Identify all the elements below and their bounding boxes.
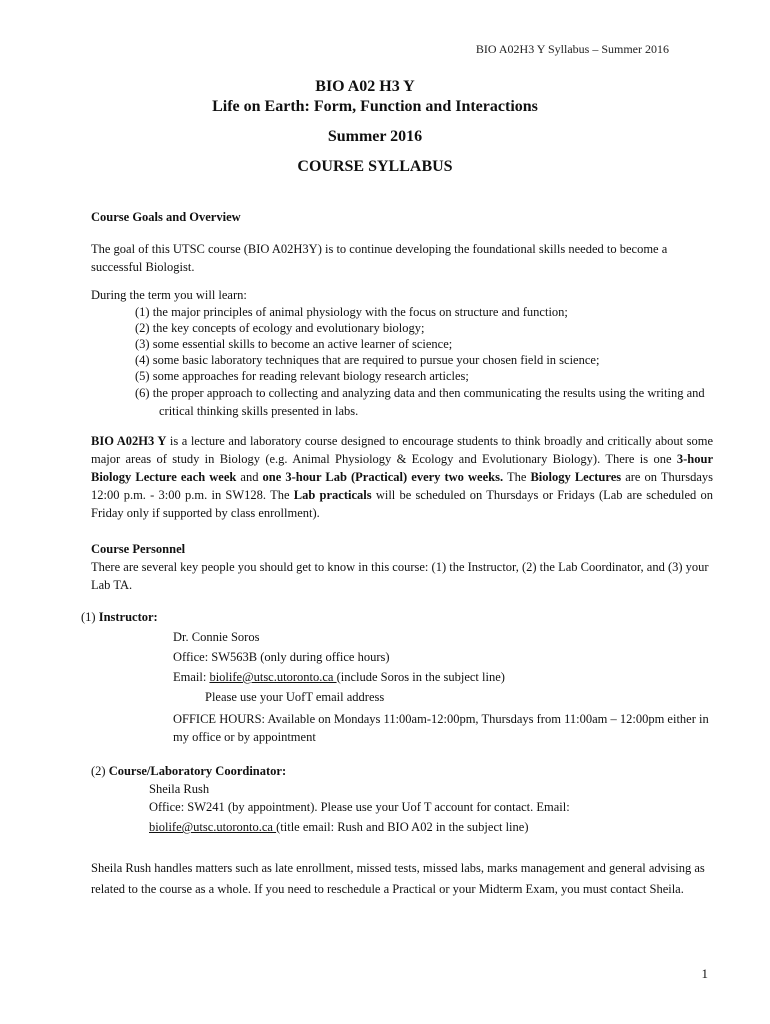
course-code-title: BIO A02 H3 Y (315, 78, 415, 95)
closing-paragraph: Sheila Rush handles matters such as late enrollment, missed tests, missed labs, marks management and general advising as related to the course as a whole. If you need to reschedule a Practical or your Midterm Exam, you must contact Sheila. (91, 861, 705, 896)
instructor-office: Office: SW563B (only during office hours) (173, 650, 390, 664)
coordinator-office: Office: SW241 (by appointment). Please use your Uof T account for contact. Email: (149, 800, 570, 814)
list-item: (1) the major principles of animal physiology with the focus on structure and function; (135, 305, 568, 319)
coordinator-email-link[interactable]: biolife@utsc.utoronto.ca (149, 820, 277, 834)
instructor-email-note: Please use your UofT email address (205, 690, 385, 704)
list-item: (6) the proper approach to collecting and analyzing data and then communicating the results using the writing and critical thinking skills presented in labs. (135, 386, 705, 418)
learn-lead: During the term you will learn: (91, 288, 247, 302)
syllabus-body (81, 208, 713, 900)
instructor-name: Dr. Connie Soros (173, 630, 260, 644)
list-item: (3) some essential skills to become an active learner of science; (135, 337, 453, 351)
list-item: (4) some basic laboratory techniques that are required to pursue your chosen field in science; (135, 353, 600, 367)
coordinator-name: Sheila Rush (149, 782, 210, 796)
learning-outcomes-list (91, 304, 713, 420)
instructor-email-line: Email: biolife@utsc.utoronto.ca (include Soros in the subject line) (173, 670, 505, 684)
personnel-heading: Course Personnel (91, 542, 186, 556)
course-code-bold: BIO A02H3 Y (91, 434, 167, 448)
goals-intro: The goal of this UTSC course (BIO A02H3Y) is to continue developing the foundational skills needed to become a successful Biologist. (91, 242, 668, 274)
term-title: Summer 2016 (327, 128, 423, 145)
coordinator-email-line: biolife@utsc.utoronto.ca (title email: Rush and BIO A02 in the subject line) (149, 820, 529, 834)
title-block (0, 78, 770, 176)
page-number: 1 (701, 966, 708, 981)
instructor-section (81, 608, 713, 746)
instructor-label: (1) Instructor: (81, 610, 158, 624)
running-header: BIO A02H3 Y Syllabus – Summer 2016 (475, 42, 669, 56)
document-title: COURSE SYLLABUS (297, 158, 453, 175)
coordinator-label: (2) Course/Laboratory Coordinator: (91, 764, 287, 778)
goals-heading: Course Goals and Overview (91, 210, 241, 224)
coordinator-section (91, 762, 713, 836)
course-description: BIO A02H3 Y is a lecture and laboratory course designed to encourage students to think broadly and critically about some major areas of study in Biology (e.g. Animal Physiology & Ecology and Evolutionary Biology). There is one 3-hour Biology Lecture each week and one 3-hour Lab (Practical) every two weeks. The Biology Lectures are on Thursdays 12:00 p.m. - 3:00 p.m. in SW128. The Lab practicals will be scheduled on Thursdays or Fridays (Lab are scheduled on Friday only if supported by class enrollment). (91, 434, 713, 520)
course-name-title: Life on Earth: Form, Function and Interactions (212, 98, 538, 115)
list-item: (2) the key concepts of ecology and evolutionary biology; (135, 321, 425, 335)
instructor-email-link[interactable]: biolife@utsc.utoronto.ca (209, 670, 337, 684)
instructor-office-hours: OFFICE HOURS: Available on Mondays 11:00am-12:00pm, Thursdays from 11:00am – 12:00pm either in my office or by appointment (173, 712, 709, 744)
personnel-intro: There are several key people you should get to know in this course: (1) the Instructor, (2) the Lab Coordinator, and (3) your Lab TA. (91, 560, 709, 592)
list-item: (5) some approaches for reading relevant biology research articles; (135, 369, 469, 383)
